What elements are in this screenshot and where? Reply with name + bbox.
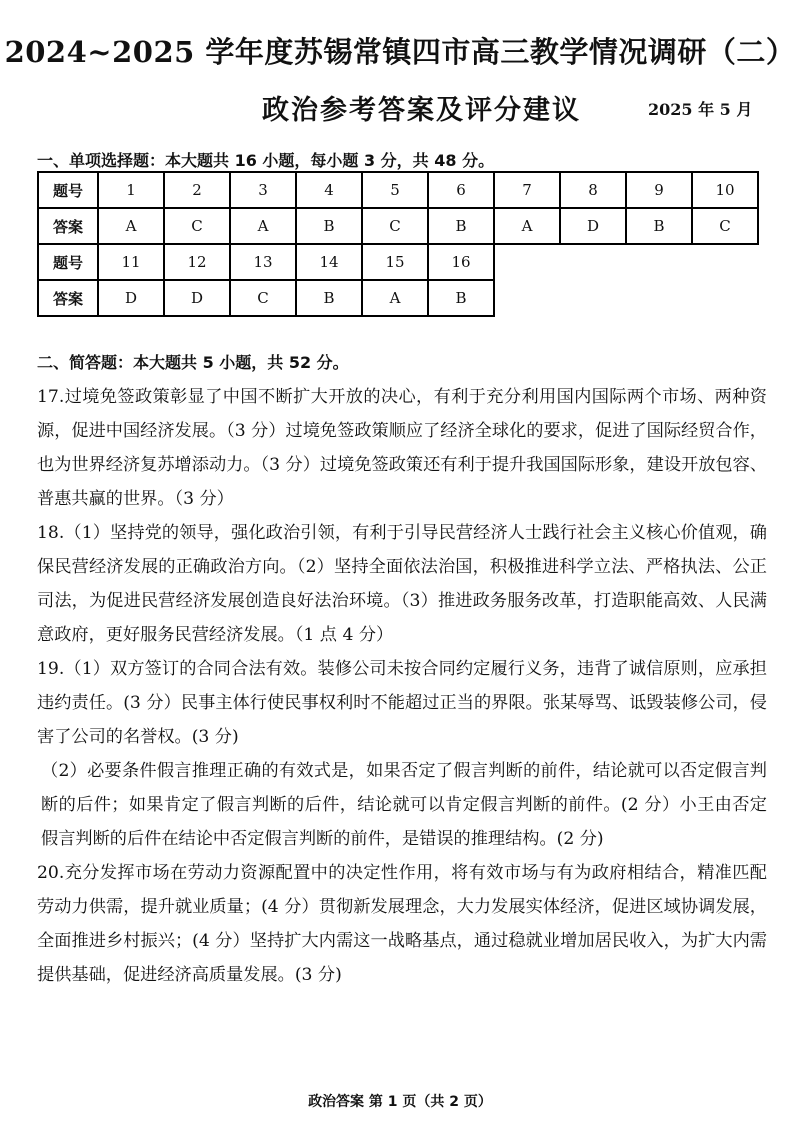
empty-cell xyxy=(560,280,626,316)
document-date: 2025 年 5 月 xyxy=(648,100,753,119)
question-number: 7 xyxy=(494,172,560,208)
document-subtitle: 政治参考答案及评分建议 xyxy=(262,95,581,126)
question-number: 3 xyxy=(230,172,296,208)
table-row xyxy=(38,244,758,280)
answer-paragraph-19-part2: （2）必要条件假言推理正确的有效式是，如果否定了假言判断的前件，结论就可以否定假言判断的后件；如果肯定了假言判断的后件，结论就可以肯定假言判断的前件。(2 分）小王由否定假言判断的后件在结论中否定假言判断的前件，是错误的推理结构。(2 分) xyxy=(41,761,767,849)
empty-cell xyxy=(626,280,692,316)
answer-cell: A xyxy=(494,208,560,244)
question-number: 2 xyxy=(164,172,230,208)
question-number: 9 xyxy=(626,172,692,208)
answer-cell: B xyxy=(626,208,692,244)
question-number: 13 xyxy=(230,244,296,280)
question-number: 6 xyxy=(428,172,494,208)
empty-cell xyxy=(692,280,758,316)
empty-cell xyxy=(494,244,560,280)
question-number: 12 xyxy=(164,244,230,280)
table-row xyxy=(38,280,758,316)
answer-cell: A xyxy=(230,208,296,244)
answer-cell: A xyxy=(98,208,164,244)
table-row xyxy=(38,172,758,208)
answer-cell: C xyxy=(362,208,428,244)
answer-cell: B xyxy=(428,208,494,244)
document-title: 2024~2025 学年度苏锡常镇四市高三教学情况调研（二） xyxy=(4,35,796,69)
row-label: 题号 xyxy=(38,244,98,280)
empty-cell xyxy=(692,244,758,280)
table-row xyxy=(38,208,758,244)
answer-cell: D xyxy=(164,280,230,316)
answer-cell: C xyxy=(164,208,230,244)
answer-cell: C xyxy=(230,280,296,316)
answer-paragraph-17: 17.过境免签政策彰显了中国不断扩大开放的决心，有利于充分利用国内国际两个市场、两种资源，促进中国经济发展。（3 分）过境免签政策顺应了经济全球化的要求，促进了国际经贸合作，也为世界经济复苏增添动力。（3 分）过境免签政策还有利于提升我国国际形象，建设开放包容、普惠共赢的世界。（3 分） xyxy=(37,387,767,509)
answer-paragraph-18: 18.（1）坚持党的领导，强化政治引领，有利于引导民营经济人士践行社会主义核心价值观，确保民营经济发展的正确政治方向。（2）坚持全面依法治国，积极推进科学立法、严格执法、公正司法，为促进民营经济发展创造良好法治环境。（3）推进政务服务改革，打造职能高效、人民满意政府，更好服务民营经济发展。（1 点 4 分） xyxy=(37,523,767,645)
answer-paragraph-19-part1: 19.（1）双方签订的合同合法有效。装修公司未按合同约定履行义务，违背了诚信原则，应承担违约责任。(3 分）民事主体行使民事权利时不能超过正当的界限。张某辱骂、诋毁装修公司，侵害了公司的名誉权。(3 分) xyxy=(37,659,767,747)
question-number: 15 xyxy=(362,244,428,280)
empty-cell xyxy=(626,244,692,280)
answer-paragraph-20: 20.充分发挥市场在劳动力资源配置中的决定性作用，将有效市场与有为政府相结合，精准匹配劳动力供需，提升就业质量；(4 分）贯彻新发展理念，大力发展实体经济，促进区域协调发展，全面推进乡村振兴；(4 分）坚持扩大内需这一战略基点，通过稳就业增加居民收入，为扩大内需提供基础，促进经济高质量发展。(3 分) xyxy=(37,863,767,985)
question-number: 8 xyxy=(560,172,626,208)
answer-cell: B xyxy=(296,280,362,316)
question-number: 1 xyxy=(98,172,164,208)
question-number: 16 xyxy=(428,244,494,280)
row-label: 答案 xyxy=(38,280,98,316)
empty-cell xyxy=(560,244,626,280)
answer-table xyxy=(37,171,759,317)
question-number: 4 xyxy=(296,172,362,208)
page-footer: 政治答案 第 1 页（共 2 页） xyxy=(308,1094,492,1110)
question-number: 10 xyxy=(692,172,758,208)
empty-cell xyxy=(494,280,560,316)
answer-cell: A xyxy=(362,280,428,316)
answer-cell: B xyxy=(428,280,494,316)
section2-heading: 二、简答题：本大题共 5 小题，共 52 分。 xyxy=(37,353,349,372)
question-number: 14 xyxy=(296,244,362,280)
question-number: 5 xyxy=(362,172,428,208)
answer-cell: C xyxy=(692,208,758,244)
section1-heading: 一、单项选择题：本大题共 16 小题，每小题 3 分，共 48 分。 xyxy=(37,151,495,170)
row-label: 题号 xyxy=(38,172,98,208)
answer-cell: D xyxy=(560,208,626,244)
row-label: 答案 xyxy=(38,208,98,244)
question-number: 11 xyxy=(98,244,164,280)
answer-cell: D xyxy=(98,280,164,316)
answer-cell: B xyxy=(296,208,362,244)
